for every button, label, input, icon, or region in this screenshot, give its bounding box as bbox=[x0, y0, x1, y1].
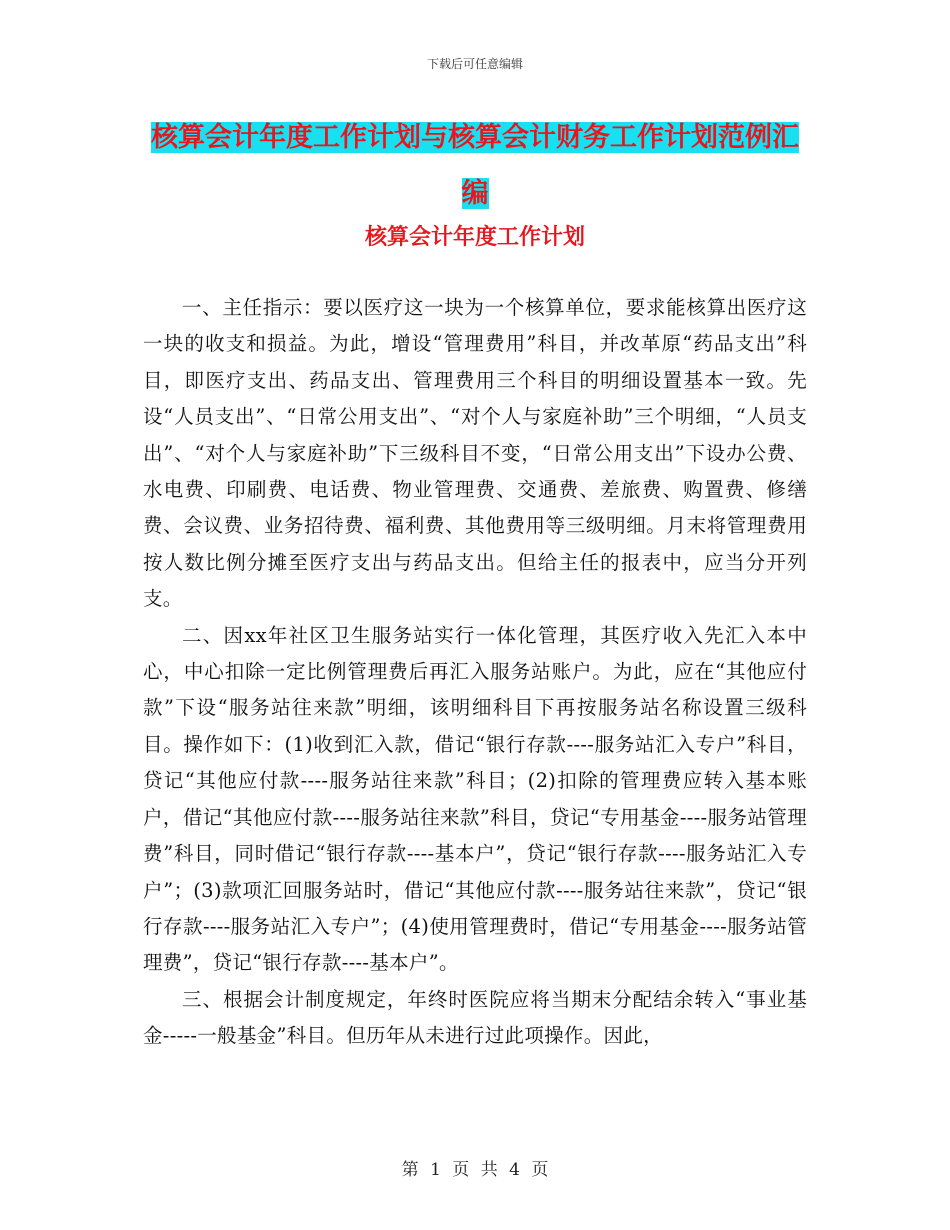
paragraph-2: 二、因xx年社区卫生服务站实行一体化管理，其医疗收入先汇入本中心，中心扣除一定比例管理费后再汇入服务站账户。为此，应在“其他应付款”下设“服务站往来款”明细，该明细科目下再按服务站名称设置三级科目。操作如下：(1)收到汇入款，借记“银行存款----服务站汇入专户”科目，贷记“其他应付款----服务站往来款”科目；(2)扣除的管理费应转入基本账户，借记“其他应付款----服务站往来款”科目，贷记“专用基金----服务站管理费”科目，同时借记“银行存款----基本户”，贷记“银行存款----服务站汇入专户”；(3)款项汇回服务站时，借记“其他应付款----服务站往来款”，贷记“银行存款----服务站汇入专户”；(4)使用管理费时，借记“专用基金----服务站管理费”，贷记“银行存款----基本户”。 bbox=[143, 623, 807, 975]
paragraph-1: 一、主任指示：要以医疗这一块为一个核算单位，要求能核算出医疗这一块的收支和损益。为此，增设“管理费用”科目，并改革原“药品支出”科目，即医疗支出、药品支出、管理费用三个科目的明细设置基本一致。先设“人员支出”、“日常公用支出”、“对个人与家庭补助”三个明细，“人员支出”、“对个人与家庭补助”下三级科目不变，“日常公用支出”下设办公费、水电费、印刷费、电话费、物业管理费、交通费、差旅费、购置费、修缮费、会议费、业务招待费、福利费、其他费用等三级明细。月末将管理费用按人数比例分摊至医疗支出与药品支出。但给主任的报表中，应当分开列支。 bbox=[143, 296, 807, 611]
header-note: 下载后可任意编辑 bbox=[426, 57, 523, 71]
document-title-text: 核算会计年度工作计划与核算会计财务工作计划范例汇编 bbox=[151, 122, 799, 209]
document-title bbox=[140, 110, 810, 222]
section-title: 核算会计年度工作计划 bbox=[364, 225, 585, 250]
document-body bbox=[143, 290, 807, 1055]
page-number: 第 1 页 共 4 页 bbox=[401, 1160, 549, 1180]
paragraph-3: 三、根据会计制度规定，年终时医院应将当期末分配结余转入“事业基金-----一般基金”科目。但历年从未进行过此项操作。因此， bbox=[143, 987, 807, 1048]
